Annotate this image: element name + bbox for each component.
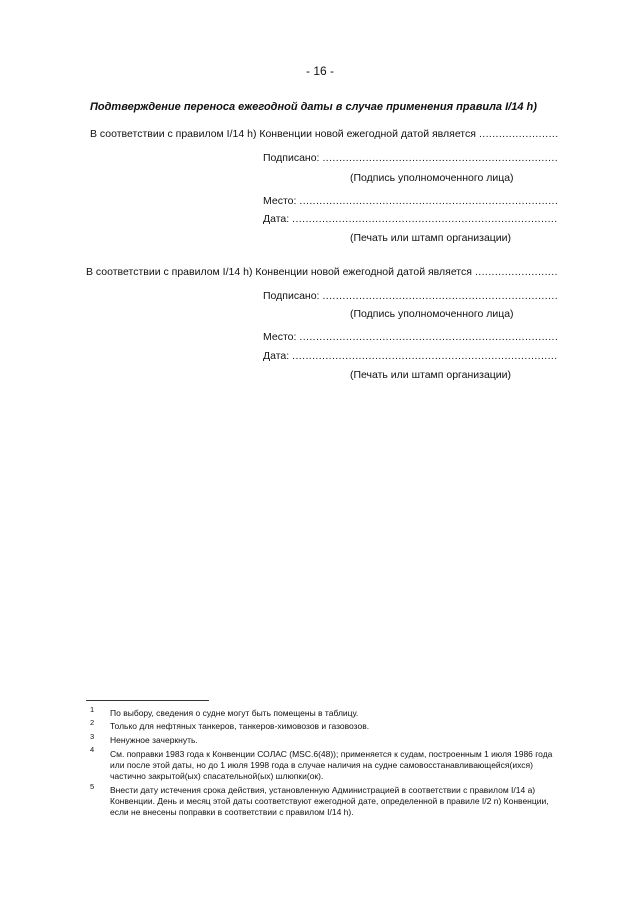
footnote-text: Ненужное зачеркнуть. <box>110 735 198 745</box>
annual-date-statement <box>86 266 558 278</box>
place-label: Место: <box>263 331 297 343</box>
page-number: - 16 - <box>305 64 334 78</box>
date-line <box>263 350 558 362</box>
date-label: Дата: <box>263 213 290 225</box>
signature-caption: (Подпись уполномоченного лица) <box>350 172 514 184</box>
signature-fill-line <box>322 290 558 302</box>
place-line <box>263 195 558 207</box>
date-fill-line <box>292 213 558 225</box>
footnote-separator <box>86 700 209 701</box>
signed-line <box>263 152 558 164</box>
section-heading: Подтверждение переноса ежегодной даты в случае применения правила I/14 h) <box>90 101 537 113</box>
date-label: Дата: <box>263 350 290 362</box>
signed-label: Подписано: <box>263 290 320 302</box>
place-fill-line <box>299 195 558 207</box>
seal-caption: (Печать или штамп организации) <box>350 232 512 244</box>
footnote-text: Внести дату истечения срока действия, установленную Администрацией в соответствии с правилом I/14 a) Конвенции. День и месяц этой даты соответствуют ежегодной дате, определенной в правиле I/2 n) Конвенции, если не внесены поправки в соответствии с правилом I/14 h). <box>110 785 549 817</box>
footnote-number: 4 <box>90 745 95 754</box>
annual-date-statement <box>90 128 558 140</box>
date-line <box>263 213 558 225</box>
place-line <box>263 331 558 343</box>
footnote-text: По выбору, сведения о судне могут быть помещены в таблицу. <box>110 708 359 718</box>
date-fill-line <box>475 266 558 278</box>
seal-caption: (Печать или штамп организации) <box>350 369 512 381</box>
signed-label: Подписано: <box>263 152 320 164</box>
footnote-number: 5 <box>90 782 95 791</box>
place-label: Место: <box>263 195 297 207</box>
statement-text: В соответствии с правилом I/14 h) Конвенции новой ежегодной датой является <box>86 266 472 278</box>
footnote-text: Только для нефтяных танкеров, танкеров-химовозов и газовозов. <box>110 721 370 731</box>
footnote-number: 1 <box>90 705 95 714</box>
footnote-text: См. поправки 1983 года к Конвенции СОЛАС (MSC.6(48)); применяется к судам, построенным 1 июля 1986 года или после этой даты, но до 1 июля 1998 года в случае наличия на судне самовосстанавливающейся(ихся) частично закрытой(ых) спасательной(ых) шлюпки(ок). <box>110 749 553 781</box>
signed-line <box>263 290 558 302</box>
footnote-number: 2 <box>90 718 95 727</box>
date-fill-line <box>479 128 558 140</box>
signature-fill-line <box>322 152 558 164</box>
footnote-number: 3 <box>90 732 95 741</box>
signature-caption: (Подпись уполномоченного лица) <box>350 308 514 320</box>
date-fill-line <box>292 350 558 362</box>
place-fill-line <box>299 331 558 343</box>
statement-text: В соответствии с правилом I/14 h) Конвенции новой ежегодной датой является <box>90 128 476 140</box>
